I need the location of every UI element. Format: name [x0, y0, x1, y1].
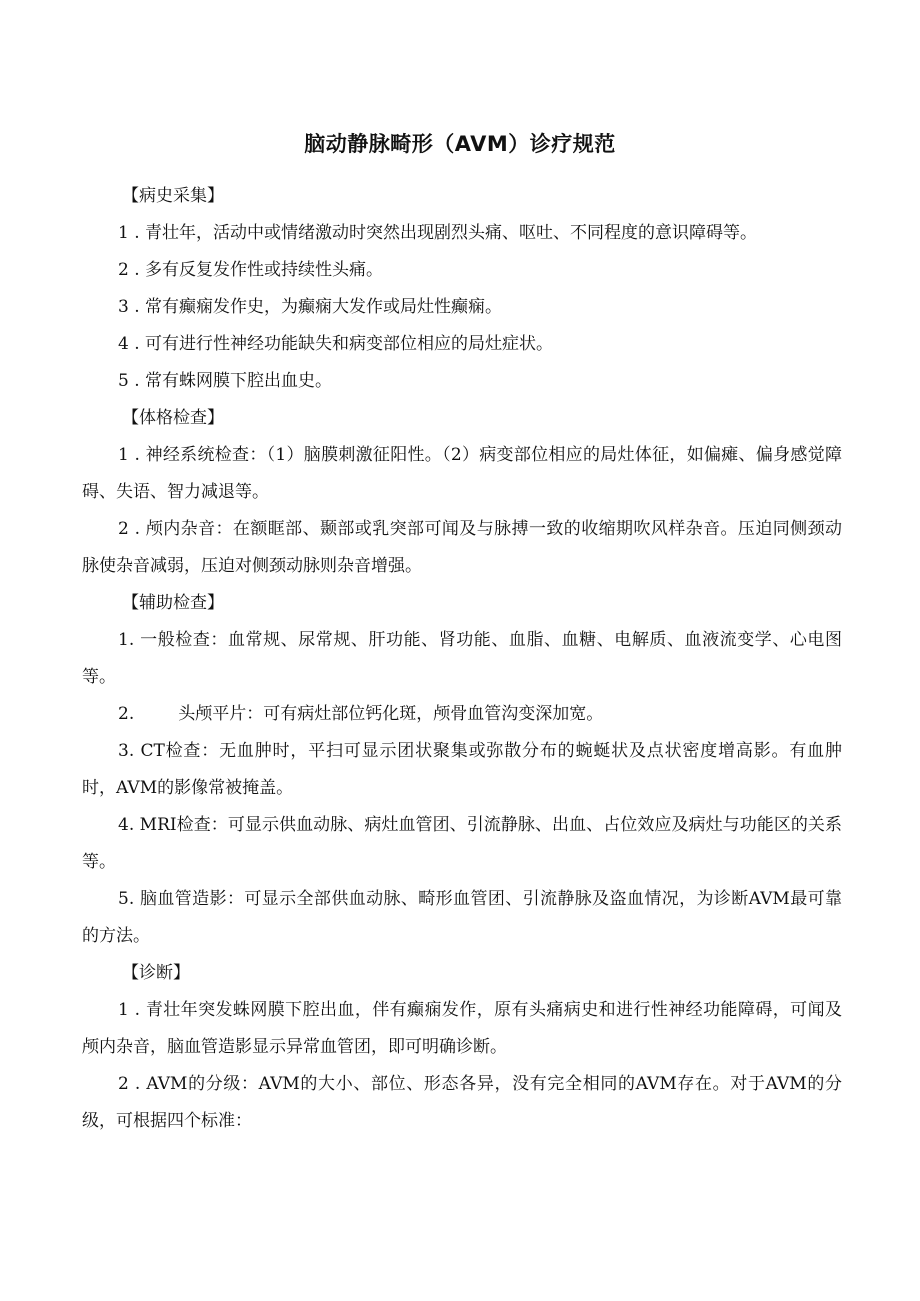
section-heading-exam: 【体格检查】 — [122, 408, 224, 428]
diagnosis-item-2: 2 . AVM的分级：AVM的大小、部位、形态各异，没有完全相同的AVM存在。对于AVM的分级，可根据四个标准： — [82, 1074, 842, 1131]
auxiliary-item-4: 4. MRI检查：可显示供血动脉、病灶血管团、引流静脉、出血、占位效应及病灶与功能区的关系等。 — [82, 815, 842, 872]
auxiliary-item-3: 3. CT检查：无血肿时，平扫可显示团状聚集或弥散分布的蜿蜒状及点状密度增高影。有血肿时，AVM的影像常被掩盖。 — [82, 741, 842, 798]
section-heading-diagnosis: 【诊断】 — [122, 963, 190, 983]
auxiliary-item-2 — [82, 696, 842, 733]
history-item-1: 1 . 青壮年，活动中或情绪激动时突然出现剧烈头痛、呕吐、不同程度的意识障碍等。 — [118, 223, 758, 243]
section-heading-auxiliary: 【辅助检查】 — [122, 593, 224, 613]
document-body — [82, 178, 842, 1140]
diagnosis-item-1: 1 . 青壮年突发蛛网膜下腔出血，伴有癫痫发作，原有头痛病史和进行性神经功能障碍，可闻及颅内杂音，脑血管造影显示异常血管团，即可明确诊断。 — [82, 1000, 842, 1057]
document-title: 脑动静脉畸形（AVM）诊疗规范 — [304, 132, 616, 156]
auxiliary-item-2-number: 2. — [118, 704, 135, 724]
history-item-2: 2 . 多有反复发作性或持续性头痛。 — [118, 260, 384, 280]
exam-item-1: 1 . 神经系统检查：（1）脑膜刺激征阳性。（2）病变部位相应的局灶体征，如偏瘫、偏身感觉障碍、失语、智力减退等。 — [82, 445, 842, 502]
history-item-4: 4 . 可有进行性神经功能缺失和病变部位相应的局灶症状。 — [118, 334, 554, 354]
exam-item-2: 2 . 颅内杂音：在额眶部、颞部或乳突部可闻及与脉搏一致的收缩期吹风样杂音。压迫同侧颈动脉使杂音减弱，压迫对侧颈动脉则杂音增强。 — [82, 519, 842, 576]
section-heading-history: 【病史采集】 — [122, 186, 224, 206]
auxiliary-item-5: 5. 脑血管造影：可显示全部供血动脉、畸形血管团、引流静脉及盗血情况，为诊断AVM最可靠的方法。 — [82, 889, 842, 946]
auxiliary-item-2-text: 头颅平片：可有病灶部位钙化斑，颅骨血管沟变深加宽。 — [178, 704, 604, 724]
history-item-5: 5 . 常有蛛网膜下腔出血史。 — [118, 371, 333, 391]
auxiliary-item-1: 1. 一般检查：血常规、尿常规、肝功能、肾功能、血脂、血糖、电解质、血液流变学、心电图等。 — [82, 630, 842, 687]
history-item-3: 3 . 常有癫痫发作史，为癫痫大发作或局灶性癫痫。 — [118, 297, 503, 317]
